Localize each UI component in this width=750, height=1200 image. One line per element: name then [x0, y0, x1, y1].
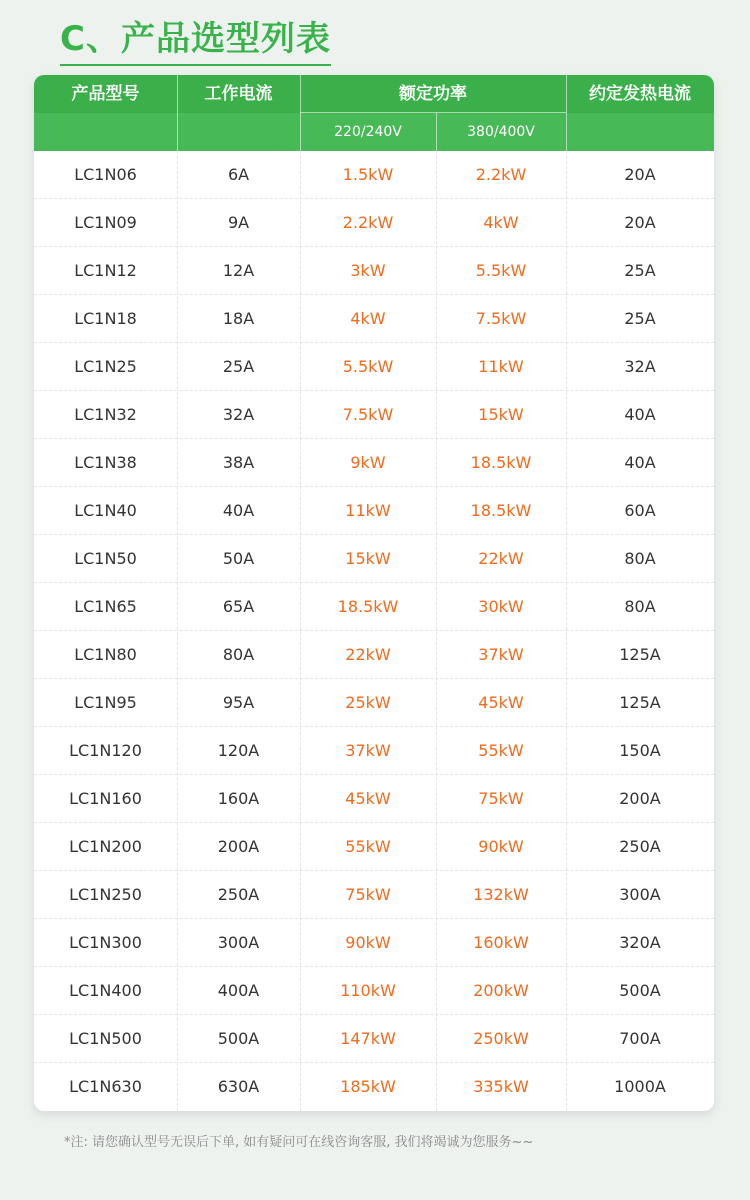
model-cell: LC1N400: [69, 981, 142, 1000]
table-row: [34, 679, 714, 727]
power-220-cell: 11kW: [345, 501, 391, 520]
table-row: [34, 775, 714, 823]
header-current: 工作电流: [204, 84, 273, 104]
power-220-cell: 75kW: [345, 885, 391, 904]
footer-note: *注: 请您确认型号无误后下单, 如有疑问可在线咨询客服, 我们将竭诚为您服务~~: [64, 1135, 534, 1150]
model-cell: LC1N06: [74, 165, 137, 184]
power-220-cell: 1.5kW: [342, 165, 394, 184]
heat-current-cell: 80A: [624, 597, 656, 616]
power-380-cell: 7.5kW: [475, 309, 527, 328]
power-380-cell: 18.5kW: [470, 501, 532, 520]
table-row: [34, 391, 714, 439]
current-cell: 12A: [222, 261, 255, 280]
header-divider: [566, 75, 567, 151]
heat-current-cell: 200A: [619, 789, 661, 808]
model-cell: LC1N12: [74, 261, 137, 280]
power-220-cell: 5.5kW: [342, 357, 394, 376]
model-cell: LC1N200: [69, 837, 142, 856]
power-380-cell: 250kW: [473, 1029, 529, 1048]
table-row: [34, 1063, 714, 1111]
header-divider: [300, 112, 566, 113]
heat-current-cell: 80A: [624, 549, 656, 568]
power-220-cell: 18.5kW: [337, 597, 399, 616]
power-380-cell: 75kW: [478, 789, 524, 808]
current-cell: 160A: [217, 789, 260, 808]
power-380-cell: 15kW: [478, 405, 524, 424]
heat-current-cell: 25A: [624, 261, 656, 280]
power-380-cell: 160kW: [473, 933, 529, 952]
current-cell: 500A: [217, 1029, 260, 1048]
heat-current-cell: 40A: [624, 405, 656, 424]
current-cell: 9A: [227, 213, 250, 232]
heat-current-cell: 125A: [619, 693, 661, 712]
current-cell: 40A: [222, 501, 255, 520]
power-220-cell: 147kW: [340, 1029, 396, 1048]
current-cell: 95A: [222, 693, 255, 712]
current-cell: 630A: [217, 1077, 260, 1096]
heat-current-cell: 60A: [624, 501, 656, 520]
heat-current-cell: 150A: [619, 741, 661, 760]
power-380-cell: 37kW: [478, 645, 524, 664]
table-row: [34, 919, 714, 967]
current-cell: 18A: [222, 309, 255, 328]
heat-current-cell: 300A: [619, 885, 661, 904]
heat-current-cell: 40A: [624, 453, 656, 472]
current-cell: 32A: [222, 405, 255, 424]
model-cell: LC1N65: [74, 597, 137, 616]
model-cell: LC1N09: [74, 213, 137, 232]
power-220-cell: 2.2kW: [342, 213, 394, 232]
heat-current-cell: 25A: [624, 309, 656, 328]
power-380-cell: 335kW: [473, 1077, 529, 1096]
model-cell: LC1N25: [74, 357, 137, 376]
table-row: [34, 823, 714, 871]
page-title: C、产品选型列表: [60, 16, 331, 66]
model-cell: LC1N630: [69, 1077, 142, 1096]
table-row: [34, 967, 714, 1015]
power-380-cell: 132kW: [473, 885, 529, 904]
power-220-cell: 185kW: [340, 1077, 396, 1096]
table-subheader-row: [34, 113, 714, 151]
heat-current-cell: 20A: [624, 213, 656, 232]
table-row: [34, 247, 714, 295]
model-cell: LC1N120: [69, 741, 142, 760]
model-cell: LC1N38: [74, 453, 137, 472]
header-heat-current: 约定发热电流: [589, 84, 691, 104]
model-cell: LC1N50: [74, 549, 137, 568]
table-row: [34, 151, 714, 199]
current-cell: 200A: [217, 837, 260, 856]
power-380-cell: 90kW: [478, 837, 524, 856]
table-body: [34, 151, 714, 1111]
table-header-row: [34, 75, 714, 113]
table-row: [34, 439, 714, 487]
model-cell: LC1N40: [74, 501, 137, 520]
header-divider: [300, 75, 301, 151]
model-cell: LC1N300: [69, 933, 142, 952]
power-380-cell: 2.2kW: [475, 165, 527, 184]
power-220-cell: 3kW: [350, 261, 386, 280]
table-row: [34, 295, 714, 343]
model-cell: LC1N32: [74, 405, 137, 424]
current-cell: 250A: [217, 885, 260, 904]
heat-current-cell: 320A: [619, 933, 661, 952]
model-cell: LC1N80: [74, 645, 137, 664]
power-380-cell: 5.5kW: [475, 261, 527, 280]
power-220-cell: 4kW: [350, 309, 386, 328]
current-cell: 400A: [217, 981, 260, 1000]
heat-current-cell: 20A: [624, 165, 656, 184]
power-220-cell: 25kW: [345, 693, 391, 712]
power-380-cell: 30kW: [478, 597, 524, 616]
power-380-cell: 45kW: [478, 693, 524, 712]
table-row: [34, 343, 714, 391]
table-row: [34, 631, 714, 679]
power-380-cell: 200kW: [473, 981, 529, 1000]
table-row: [34, 487, 714, 535]
table-row: [34, 535, 714, 583]
power-220-cell: 110kW: [340, 981, 396, 1000]
heat-current-cell: 32A: [624, 357, 656, 376]
header-divider: [436, 113, 437, 151]
table-row: [34, 199, 714, 247]
heat-current-cell: 700A: [619, 1029, 661, 1048]
table-row: [34, 871, 714, 919]
current-cell: 65A: [222, 597, 255, 616]
power-380-cell: 11kW: [478, 357, 524, 376]
power-220-cell: 55kW: [345, 837, 391, 856]
power-220-cell: 90kW: [345, 933, 391, 952]
table-row: [34, 727, 714, 775]
current-cell: 38A: [222, 453, 255, 472]
power-220-cell: 9kW: [350, 453, 386, 472]
model-cell: LC1N95: [74, 693, 137, 712]
header-power-380: 380/400V: [467, 124, 535, 140]
model-cell: LC1N250: [69, 885, 142, 904]
heat-current-cell: 250A: [619, 837, 661, 856]
power-380-cell: 18.5kW: [470, 453, 532, 472]
power-380-cell: 22kW: [478, 549, 524, 568]
heat-current-cell: 500A: [619, 981, 661, 1000]
current-cell: 300A: [217, 933, 260, 952]
power-380-cell: 55kW: [478, 741, 524, 760]
current-cell: 50A: [222, 549, 255, 568]
model-cell: LC1N160: [69, 789, 142, 808]
table-row: [34, 583, 714, 631]
power-220-cell: 22kW: [345, 645, 391, 664]
header-divider: [177, 75, 178, 151]
power-380-cell: 4kW: [483, 213, 519, 232]
current-cell: 120A: [217, 741, 260, 760]
header-power: 额定功率: [399, 84, 467, 104]
power-220-cell: 7.5kW: [342, 405, 394, 424]
power-220-cell: 15kW: [345, 549, 391, 568]
power-220-cell: 37kW: [345, 741, 391, 760]
model-cell: LC1N500: [69, 1029, 142, 1048]
header-model: 产品型号: [71, 84, 140, 104]
current-cell: 6A: [227, 165, 250, 184]
heat-current-cell: 125A: [619, 645, 661, 664]
heat-current-cell: 1000A: [614, 1077, 666, 1096]
power-220-cell: 45kW: [345, 789, 391, 808]
header-power-220: 220/240V: [334, 124, 402, 140]
current-cell: 25A: [222, 357, 255, 376]
model-cell: LC1N18: [74, 309, 137, 328]
table-row: [34, 1015, 714, 1063]
current-cell: 80A: [222, 645, 255, 664]
product-table: [34, 75, 714, 1111]
